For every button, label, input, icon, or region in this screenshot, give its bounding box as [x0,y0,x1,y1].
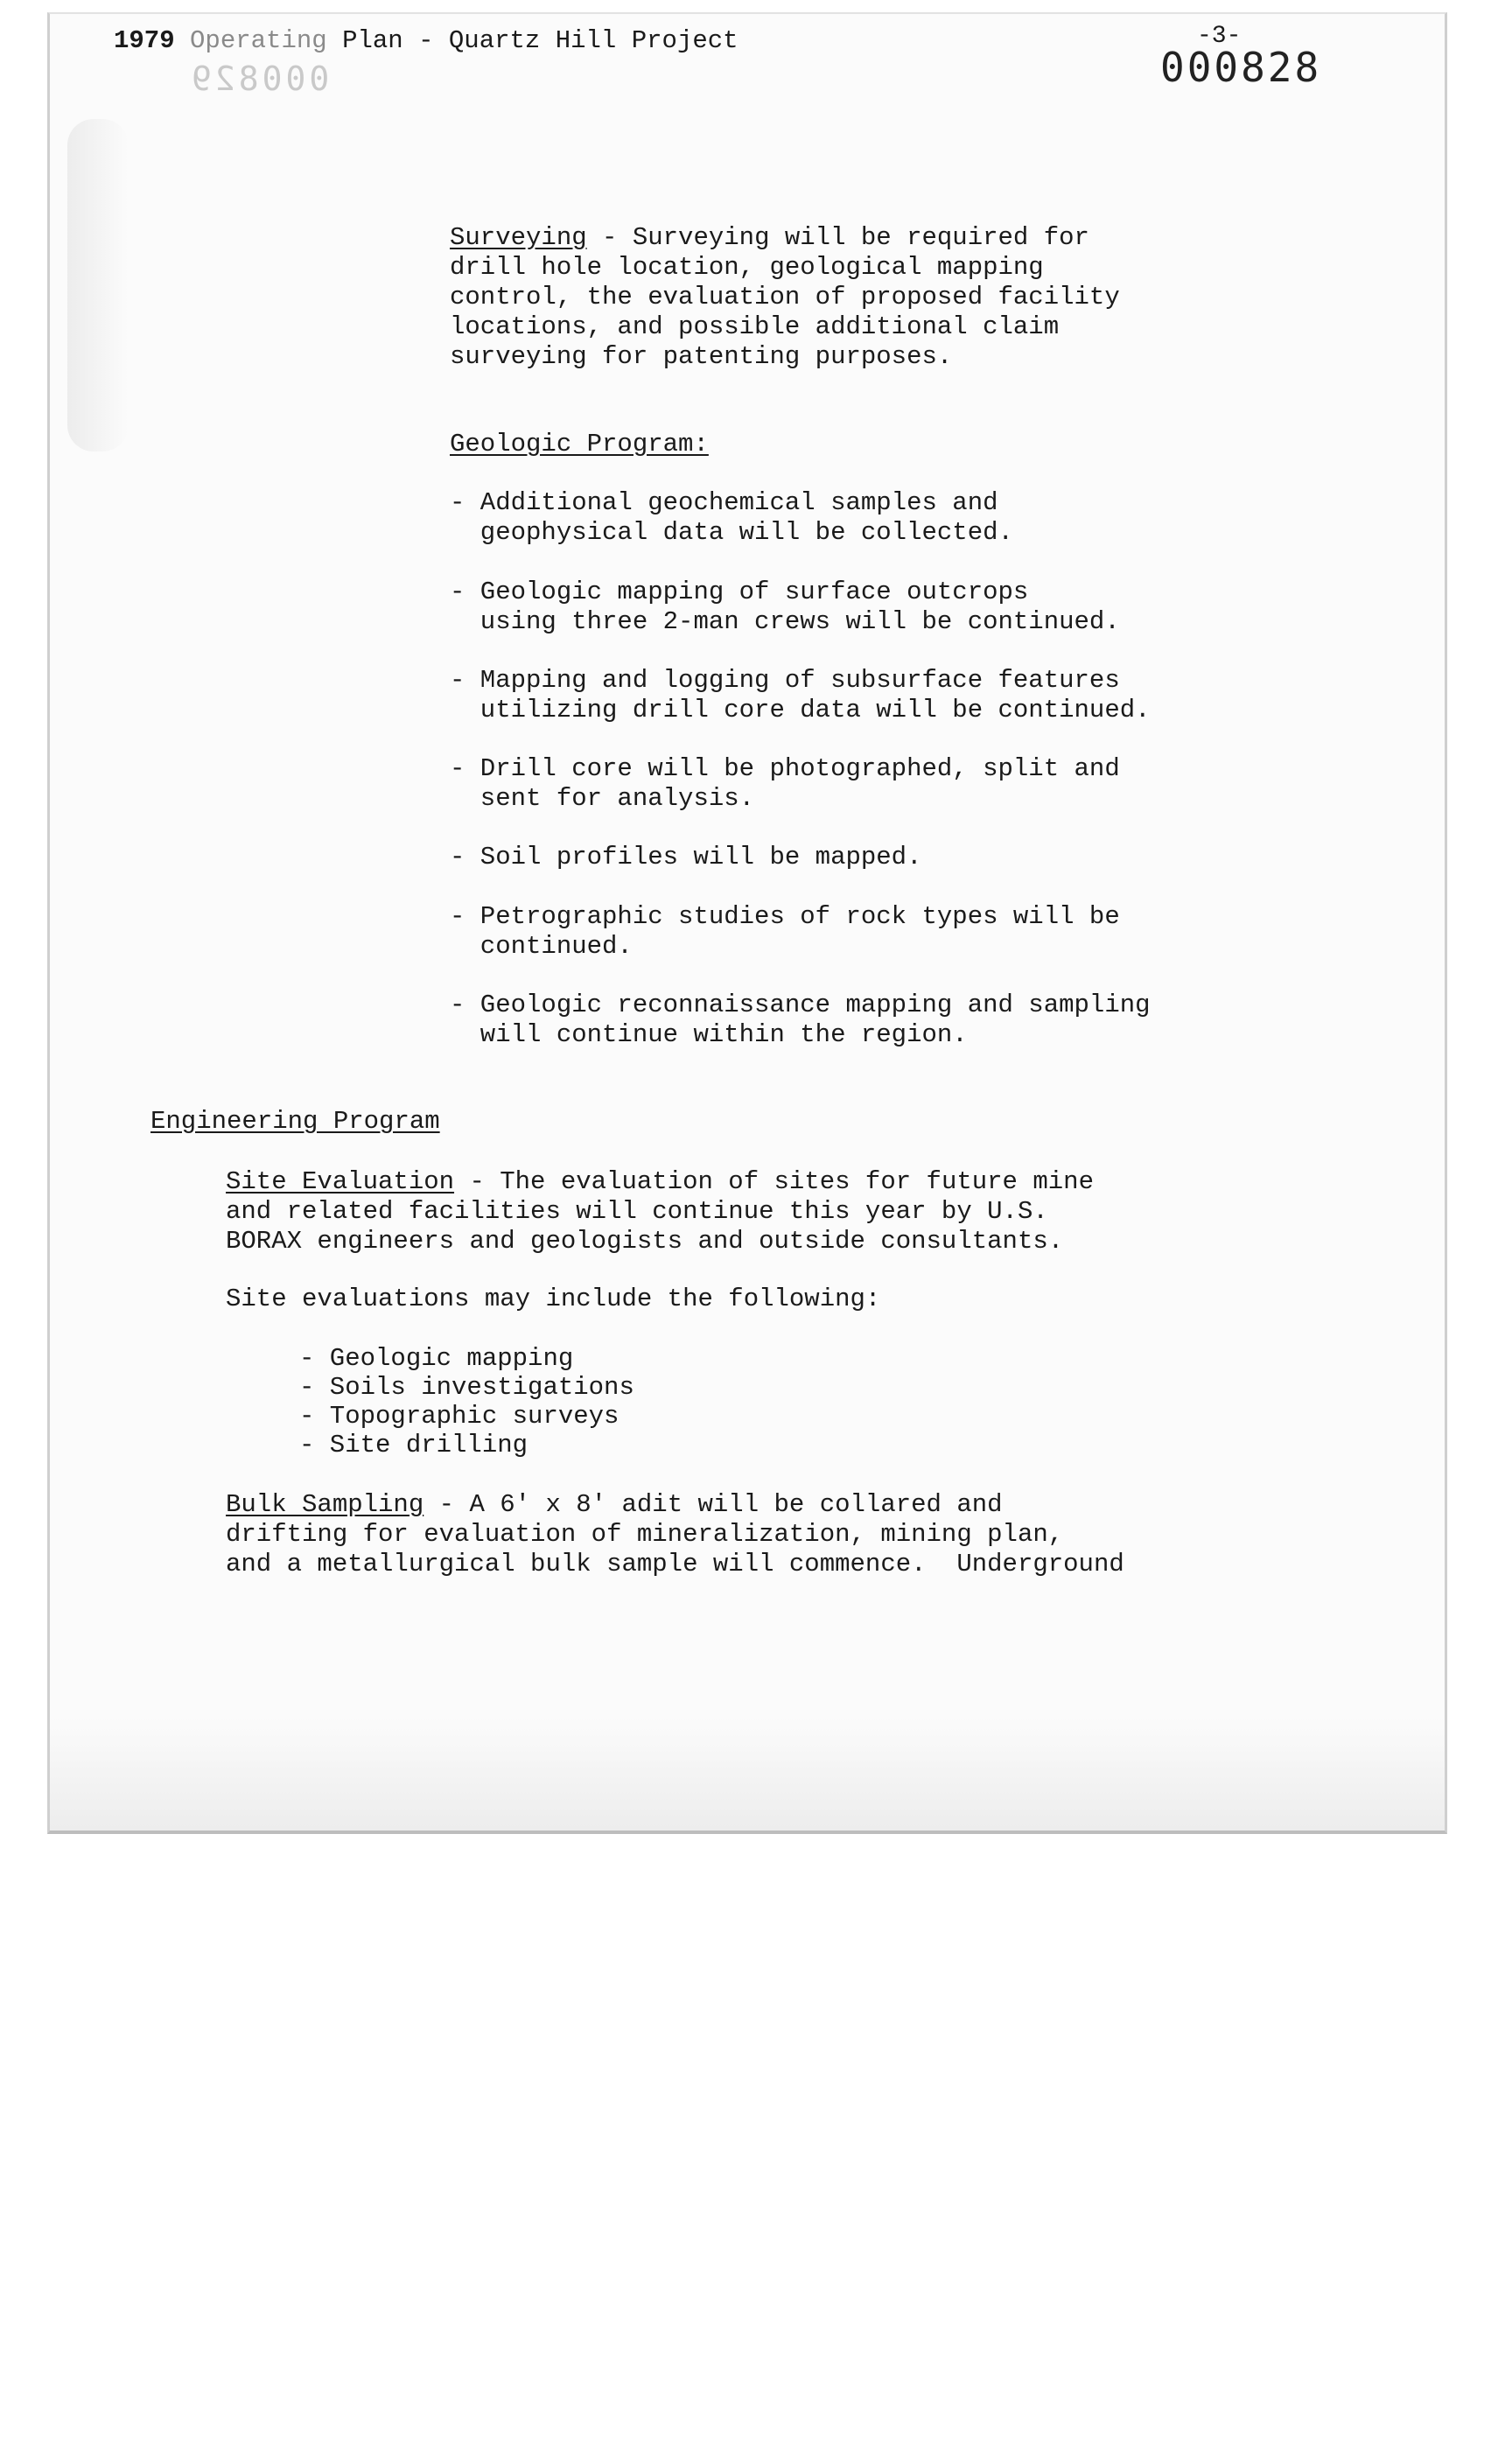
ghost-bleed-through-number: 000829 [188,60,330,98]
site-evaluation-line-2: and related facilities will continue this year by U.S. [226,1197,1048,1226]
geologic-item-2-line-1: - Geologic mapping of surface outcrops [450,578,1029,606]
header-year: 1979 [114,26,175,55]
header-title: Plan - Quartz Hill Project [342,26,738,55]
header-title-word: Operating [190,26,327,55]
site-evaluation-line-1: Site Evaluation - The evaluation of sites for future mine [226,1167,1094,1196]
geologic-item-4-line-1: - Drill core will be photographed, split and [450,754,1120,783]
document-id-stamp: 000828 [1160,44,1322,91]
site-evaluation-list-item: - Topographic surveys [299,1402,620,1431]
surveying-heading: Surveying [450,223,587,252]
bulk-sampling-line-1: Bulk Sampling - A 6' x 8' adit will be collared and [226,1490,1003,1519]
site-evaluation-list-item: - Soils investigations [299,1373,634,1402]
site-evaluation-line-3: BORAX engineers and geologists and outside consultants. [226,1227,1064,1256]
geologic-item-1-line-2: geophysical data will be collected. [450,518,1013,547]
site-evaluations-intro: Site evaluations may include the following: [226,1284,881,1313]
geologic-program-heading: Geologic Program: [450,430,709,458]
bulk-sampling-line-3: and a metallurgical bulk sample will commence. Underground [226,1550,1124,1578]
engineering-program-heading: Engineering Program [150,1107,440,1136]
site-evaluation-list-item: - Site drilling [299,1431,528,1460]
bulk-sampling-line-2: drifting for evaluation of mineralization, mining plan, [226,1520,1064,1549]
geologic-item-7-line-2: will continue within the region. [450,1020,968,1049]
surveying-line-1: Surveying - Surveying will be required for [450,223,1089,252]
surveying-line-4: locations, and possible additional claim [450,312,1060,341]
geologic-item-1-line-1: - Additional geochemical samples and [450,488,998,517]
geologic-item-4-line-2: sent for analysis. [450,784,755,813]
geologic-item-5-line-1: - Soil profiles will be mapped. [450,843,922,872]
geologic-item-6-line-1: - Petrographic studies of rock types will be [450,902,1120,931]
surveying-line-2: drill hole location, geological mapping [450,253,1044,282]
geologic-item-7-line-1: - Geologic reconnaissance mapping and sampling [450,990,1151,1019]
surveying-line-5: surveying for patenting purposes. [450,342,953,371]
scan-smudge [67,119,129,452]
geologic-item-3-line-1: - Mapping and logging of subsurface features [450,666,1120,695]
site-evaluation-heading: Site Evaluation [226,1167,455,1196]
scan-bottom-shadow [50,1717,1445,1830]
site-evaluation-list-item: - Geologic mapping [299,1344,574,1373]
geologic-item-3-line-2: utilizing drill core data will be continued. [450,696,1151,724]
page-number: -3- [1197,23,1242,50]
bulk-sampling-heading: Bulk Sampling [226,1490,424,1519]
document-header [114,26,738,55]
geologic-item-6-line-2: continued. [450,932,633,961]
surveying-line-3: control, the evaluation of proposed facility [450,283,1120,312]
geologic-item-2-line-2: using three 2-man crews will be continued. [450,607,1120,636]
